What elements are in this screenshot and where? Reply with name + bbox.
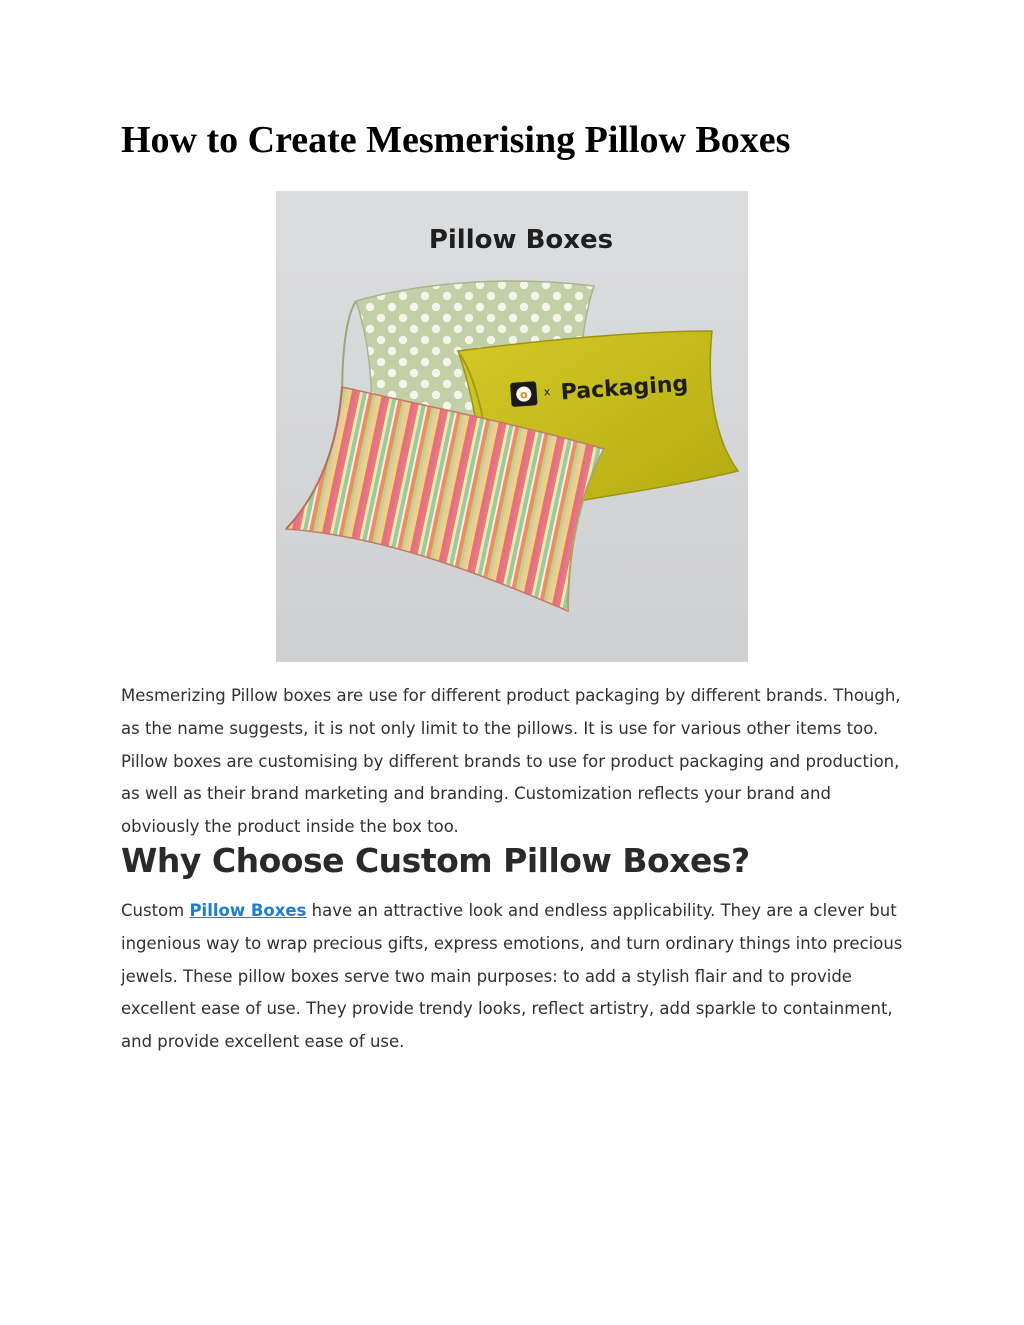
svg-text:o: o bbox=[519, 387, 529, 402]
paragraph-text-start: Custom bbox=[121, 901, 190, 920]
brand-packaging-text: Packaging bbox=[559, 371, 689, 406]
image-heading-text: Pillow Boxes bbox=[428, 225, 614, 255]
why-paragraph bbox=[121, 895, 911, 1059]
svg-text:x: x bbox=[543, 385, 551, 399]
pillow-boxes-photo bbox=[276, 191, 748, 662]
pillow-boxes-link[interactable]: Pillow Boxes bbox=[189, 901, 307, 920]
intro-paragraph: Mesmerizing Pillow boxes are use for different product packaging by different brands. Though, as the name suggests, it is not only limit to the pillows. It is use for various other items too. Pillow boxes are customising by different brands to use for product packaging and production, as well as their brand marketing and branding. Customization reflects your brand and obviously the product inside the box too. bbox=[121, 686, 901, 837]
paragraph-text-rest: have an attractive look and endless applicability. They are a clever but ingenious way to wrap precious gifts, express emotions, and turn ordinary things into precious jewels. These pillow boxes serve two main purposes: to add a stylish flair and to provide excellent ease of use. They provide trendy looks, reflect artistry, add sparkle to containment, and provide excellent ease of use. bbox=[121, 901, 903, 1052]
section-heading: Why Choose Custom Pillow Boxes? bbox=[121, 841, 750, 880]
page-title: How to Create Mesmerising Pillow Boxes bbox=[121, 119, 791, 161]
